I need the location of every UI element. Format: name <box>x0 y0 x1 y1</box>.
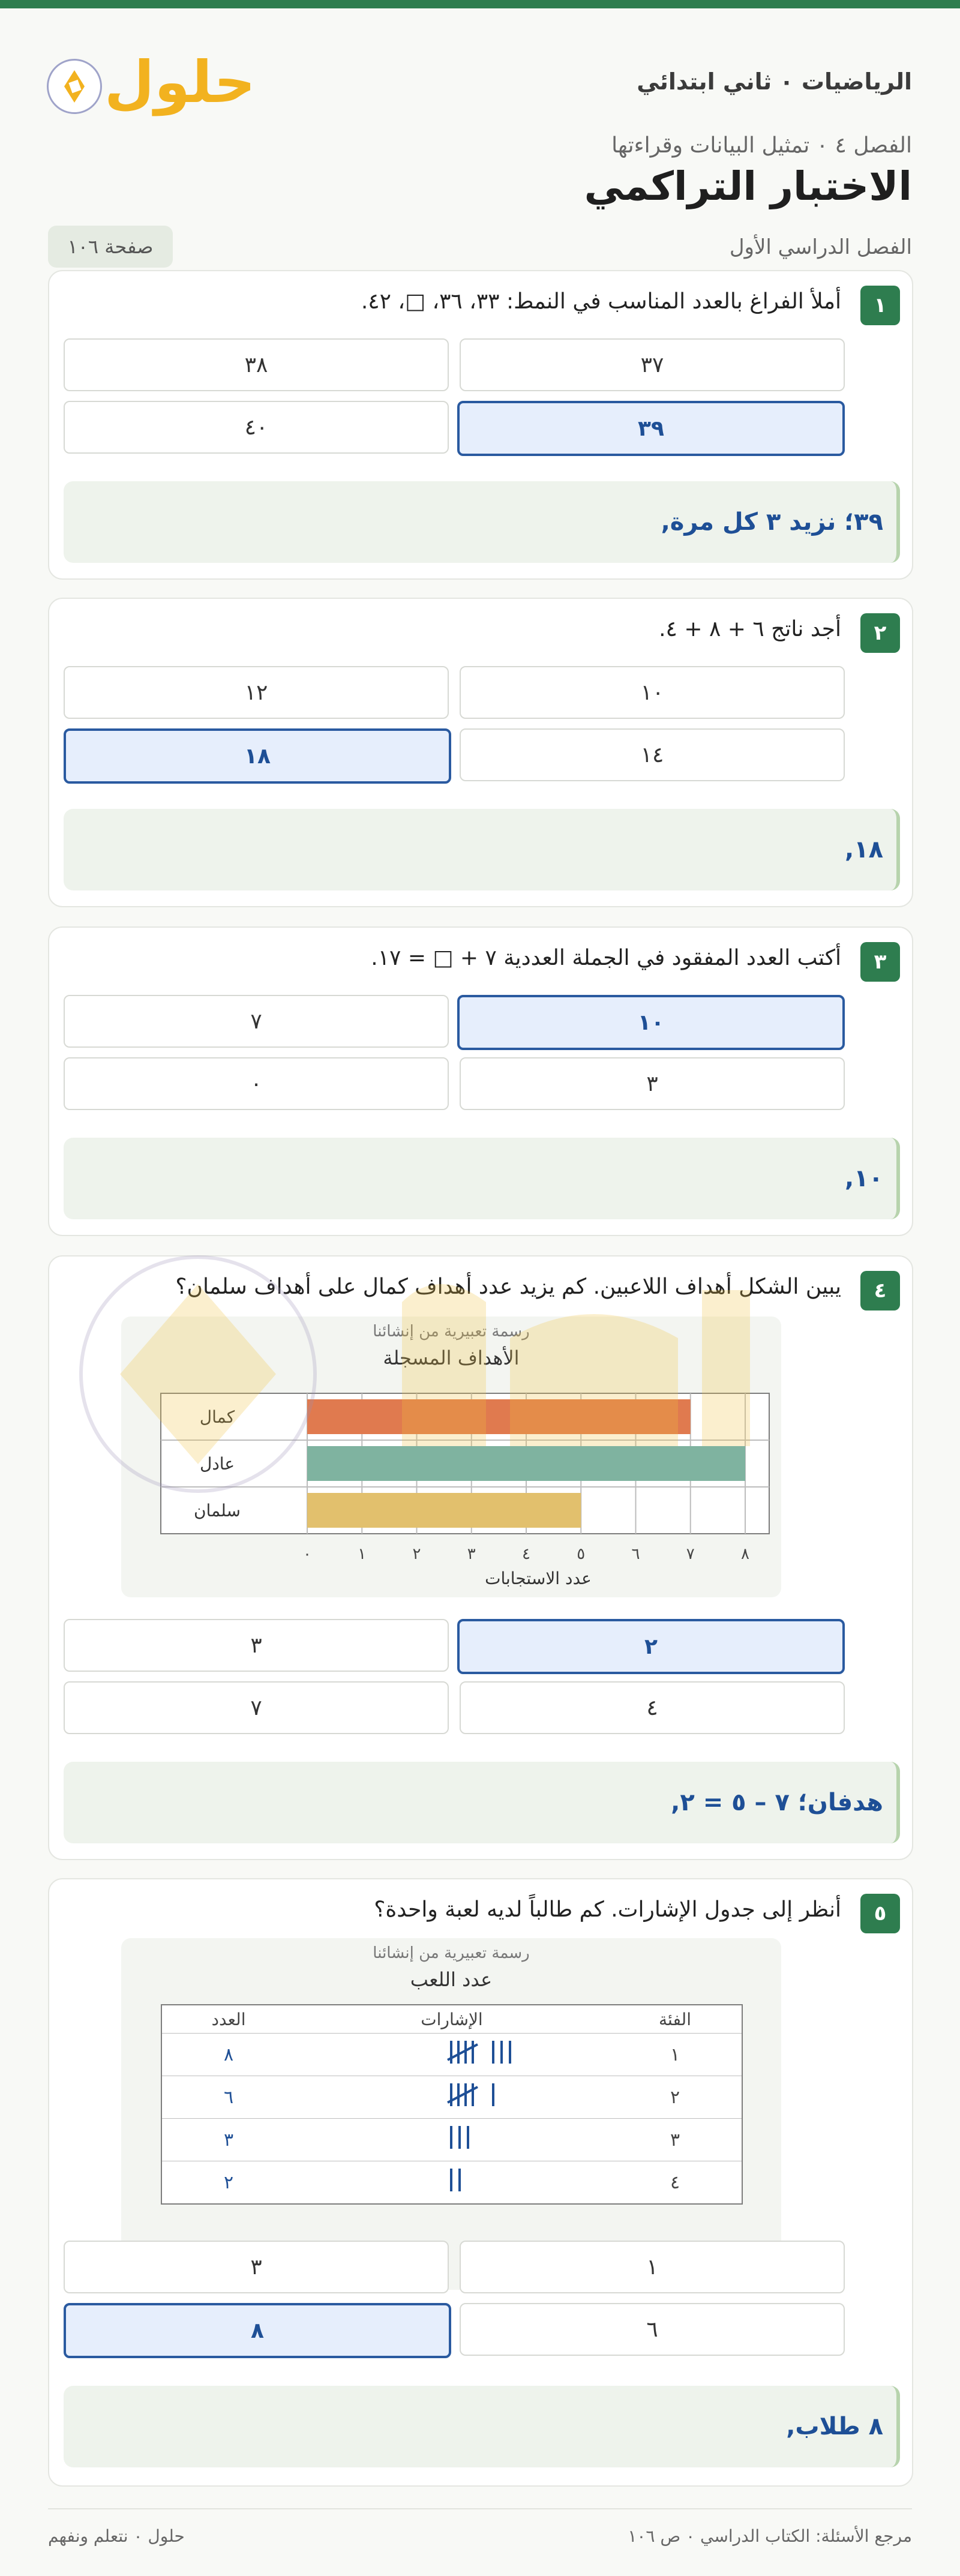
option-c[interactable]: ١٤ <box>460 728 845 781</box>
question-card-2 <box>48 598 913 907</box>
tally-count: ٣ <box>161 2119 295 2161</box>
question-text: أملأ الفراغ بالعدد المناسب في النمط: ٣٣، ٣٦، □، ٤٢. <box>361 289 841 314</box>
answer-box: ٣٩؛ نزيد ٣ كل مرة, <box>64 481 900 563</box>
tally-count: ٢ <box>161 2161 295 2205</box>
answer-box: ١٠, <box>64 1138 900 1219</box>
logo-badge-icon <box>47 59 102 114</box>
answer-box: ٨ طلاب, <box>64 2386 900 2467</box>
question-card-3 <box>48 926 913 1236</box>
x-tick-label: ٨ <box>741 1545 749 1563</box>
option-d[interactable]: ٠ <box>64 1057 449 1110</box>
semester-label: الفصل الدراسي الأول <box>729 235 912 259</box>
category-label: سلمان <box>193 1501 241 1521</box>
chart-title: الأهداف المسجلة <box>383 1347 520 1369</box>
question-card-5 <box>48 1878 913 2487</box>
option-b[interactable]: ٣٨ <box>64 338 449 391</box>
tally-category: ١ <box>608 2034 742 2076</box>
header-marks: الإشارات <box>295 2005 608 2034</box>
tally-table <box>161 2004 743 2205</box>
option-a[interactable]: ١٠ <box>460 666 845 719</box>
subject-label: الرياضيات ٠ ثاني ابتدائي <box>637 68 912 95</box>
option-d[interactable]: ٤٠ <box>64 401 449 454</box>
question-text: يبين الشكل أهداف اللاعبين. كم يزيد عدد أهداف كمال على أهداف سلمان؟ <box>175 1274 841 1299</box>
header-count: العدد <box>161 2005 295 2034</box>
question-card-4 <box>48 1255 913 1860</box>
goals-bar-chart <box>121 1317 781 1597</box>
question-text: أنظر إلى جدول الإشارات. كم طالباً لديه لعبة واحدة؟ <box>374 1897 841 1922</box>
category-label: عادل <box>199 1454 235 1474</box>
footer-brand: حلول ٠ نتعلم ونفهم <box>48 2526 185 2546</box>
bar-3 <box>307 1493 581 1528</box>
page-title: الاختبار التراكمي <box>584 163 912 209</box>
option-b[interactable]: ٣ <box>64 1619 449 1672</box>
option-c[interactable]: ٣ <box>460 1057 845 1110</box>
x-tick-label: ٠ <box>303 1545 311 1563</box>
question-card-1 <box>48 270 913 580</box>
question-text: أكتب العدد المفقود في الجملة العددية ٧ + □ = ١٧. <box>371 946 841 970</box>
tally-marks-icon <box>446 2122 578 2152</box>
header-category: الفئة <box>608 2005 742 2034</box>
figure-note: رسمة تعبيرية من إنشائنا <box>373 1323 530 1341</box>
page-header <box>0 8 960 140</box>
option-c[interactable]: ٦ <box>460 2303 845 2356</box>
option-c-selected[interactable]: ٣٩ <box>457 401 845 456</box>
bar-2 <box>307 1446 745 1481</box>
chapter-label: الفصل ٤ ٠ تمثيل البيانات وقراءتها <box>611 133 912 158</box>
category-label: كمال <box>199 1407 235 1427</box>
tally-marks-icon <box>446 2080 578 2110</box>
question-number: ١ <box>860 286 900 325</box>
x-tick-label: ٣ <box>467 1545 476 1563</box>
x-axis-label: عدد الاستجابات <box>485 1569 592 1588</box>
chart-figure <box>121 1317 781 1597</box>
tally-marks <box>295 2076 608 2119</box>
footer-source: مرجع الأسئلة: الكتاب الدراسي ٠ ص ١٠٦ <box>628 2526 912 2546</box>
x-tick-label: ٧ <box>686 1545 695 1563</box>
question-number: ٣ <box>860 942 900 982</box>
x-tick-label: ١ <box>358 1545 367 1563</box>
x-tick-label: ٢ <box>412 1545 421 1563</box>
answer-box: ١٨, <box>64 809 900 890</box>
page-number-badge: صفحة ١٠٦ <box>48 226 173 268</box>
tally-row <box>161 2119 742 2161</box>
option-d-selected[interactable]: ١٨ <box>64 728 451 784</box>
tally-title: عدد اللعب <box>410 1968 493 1991</box>
x-tick-label: ٥ <box>577 1545 586 1563</box>
logo[interactable] <box>47 49 256 116</box>
tally-marks <box>295 2034 608 2076</box>
logo-text: حلول <box>104 49 256 116</box>
bar-1 <box>307 1399 691 1434</box>
x-tick-label: ٦ <box>631 1545 640 1563</box>
tally-category: ٢ <box>608 2076 742 2119</box>
question-number: ٢ <box>860 613 900 653</box>
option-a-selected[interactable]: ٢ <box>457 1619 845 1674</box>
question-number: ٥ <box>860 1894 900 1933</box>
option-d-selected[interactable]: ٨ <box>64 2303 451 2358</box>
question-text: أجد ناتج ٦ + ٨ + ٤. <box>659 617 841 641</box>
tally-category: ٣ <box>608 2119 742 2161</box>
option-a[interactable]: ١ <box>460 2241 845 2293</box>
option-d[interactable]: ٧ <box>64 1681 449 1734</box>
top-accent-bar <box>0 0 960 8</box>
option-c[interactable]: ٤ <box>460 1681 845 1734</box>
tally-marks-icon <box>446 2165 578 2195</box>
tally-count: ٦ <box>161 2076 295 2119</box>
x-tick-label: ٤ <box>522 1545 530 1563</box>
footer-divider <box>48 2508 912 2509</box>
option-a-selected[interactable]: ١٠ <box>457 995 845 1050</box>
tally-marks <box>295 2161 608 2205</box>
option-b[interactable]: ١٢ <box>64 666 449 719</box>
tally-header-row <box>161 2005 742 2034</box>
answer-box: هدفان؛ ٧ – ٥ = ٢, <box>64 1762 900 1843</box>
option-a[interactable]: ٣٧ <box>460 338 845 391</box>
option-b[interactable]: ٧ <box>64 995 449 1048</box>
tally-row <box>161 2161 742 2205</box>
tally-marks-icon <box>446 2037 578 2067</box>
tally-row <box>161 2076 742 2119</box>
tally-count: ٨ <box>161 2034 295 2076</box>
question-number: ٤ <box>860 1271 900 1311</box>
tally-row <box>161 2034 742 2076</box>
figure-note: رسمة تعبيرية من إنشائنا <box>373 1944 530 1962</box>
tally-category: ٤ <box>608 2161 742 2205</box>
option-b[interactable]: ٣ <box>64 2241 449 2293</box>
tally-marks <box>295 2119 608 2161</box>
tally-figure-box <box>121 1938 781 2290</box>
